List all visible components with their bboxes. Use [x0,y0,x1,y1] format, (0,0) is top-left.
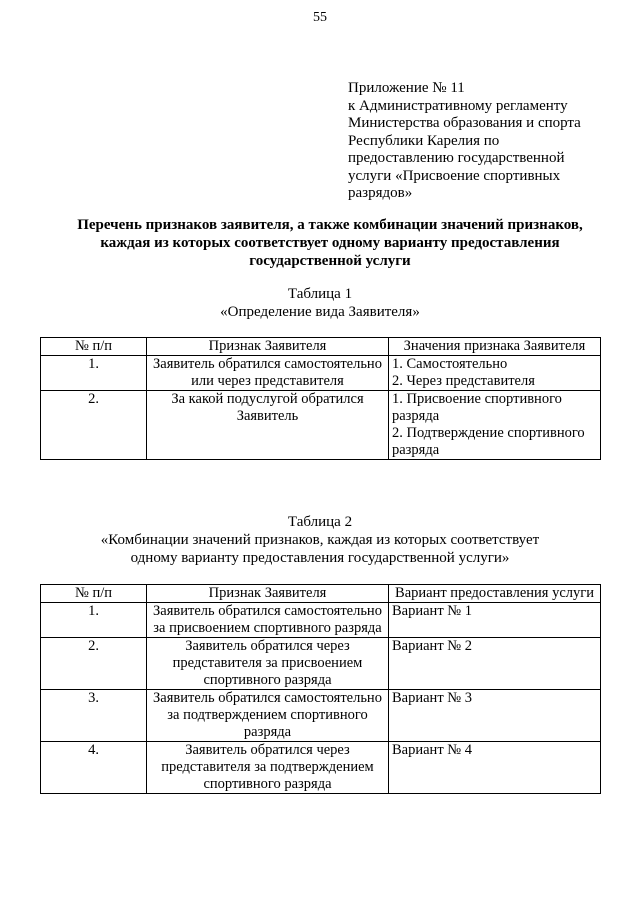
row-num: 1. [41,356,147,391]
table1-caption [0,285,640,321]
value-line: 2. Через представителя [392,373,535,389]
caption-line: Таблица 1 [287,286,353,302]
header-num: № п/п [41,585,147,603]
table-row [41,356,601,391]
table-row [41,690,601,742]
value-line: 1. Самостоятельно [392,356,508,372]
page-number: 55 [313,10,327,25]
row-num: 2. [41,391,147,460]
title-line: государственной услуги [249,253,411,269]
header-num: № п/п [41,338,147,356]
table-header-row [41,585,601,603]
value-line: 1. Присвоение спортивного [392,391,562,407]
row-num: 1. [41,603,147,638]
row-values [389,356,601,391]
row-num: 3. [41,690,147,742]
row-num: 4. [41,742,147,794]
row-values [389,391,601,460]
appendix-line: Министерства образования и спорта [348,115,581,131]
header-sign: Признак Заявителя [147,585,389,603]
caption-line: «Комбинации значений признаков, каждая из которых соответствует [100,532,540,548]
caption-line: одному варианту предоставления государственной услуги» [130,550,510,566]
title-line: каждая из которых соответствует одному варианту предоставления [100,235,560,251]
row-num: 2. [41,638,147,690]
table-header-row [41,338,601,356]
row-sign: За какой подуслугой обратился Заявитель [147,391,389,460]
table2-caption [0,513,640,567]
appendix-line: Приложение № 11 [348,80,465,96]
value-line: 2. Подтверждение спортивного [392,425,585,441]
document-title [60,216,600,270]
caption-line: «Определение вида Заявителя» [220,304,420,320]
title-line: Перечень признаков заявителя, а также комбинации значений признаков, [77,217,583,233]
appendix-line: разрядов» [348,185,413,201]
row-sign: Заявитель обратился через представителя за присвоением спортивного разряда [147,638,389,690]
table-row [41,742,601,794]
table-row [41,391,601,460]
header-sign: Признак Заявителя [147,338,389,356]
row-variant: Вариант № 4 [389,742,601,794]
row-sign: Заявитель обратился самостоятельно или через представителя [147,356,389,391]
value-line: разряда [392,442,440,458]
table2-combinations [40,584,601,794]
table-row [41,603,601,638]
appendix-line: к Административному регламенту [348,97,568,114]
value-line: разряда [392,408,440,424]
header-variant: Вариант предоставления услуги [389,585,601,603]
row-sign: Заявитель обратился самостоятельно за присвоением спортивного разряда [147,603,389,638]
row-sign: Заявитель обратился через представителя за подтверждением спортивного разряда [147,742,389,794]
appendix-line: Республики Карелия по [348,132,500,149]
row-variant: Вариант № 2 [389,638,601,690]
table-row [41,638,601,690]
table1-applicant-type [40,337,601,460]
header-values: Значения признака Заявителя [389,338,601,356]
appendix-line: услуги «Присвоение спортивных [348,167,561,184]
row-variant: Вариант № 3 [389,690,601,742]
row-variant: Вариант № 1 [389,603,601,638]
appendix-header [348,80,618,203]
row-sign: Заявитель обратился самостоятельно за подтверждением спортивного разряда [147,690,389,742]
appendix-line: предоставлению государственной [348,150,565,166]
caption-line: Таблица 2 [287,514,353,530]
